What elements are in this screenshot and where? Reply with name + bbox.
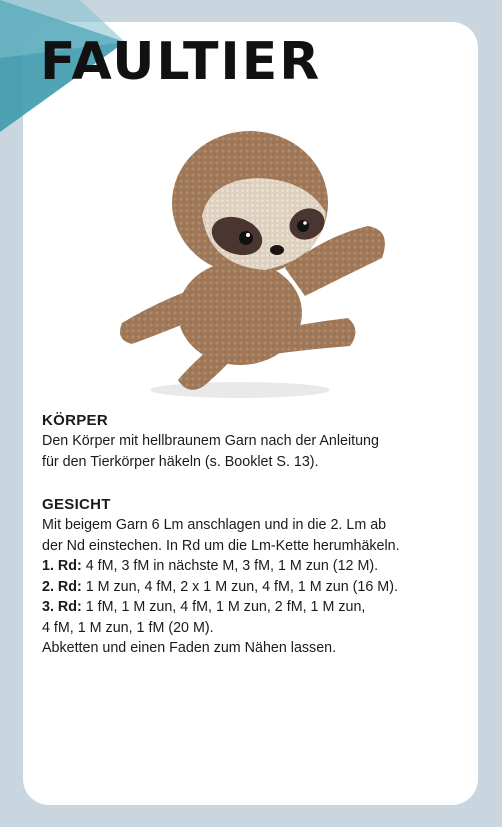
text-line: Abketten und einen Faden zum Nähen lassen. xyxy=(42,640,337,656)
round-text: 1 M zun, 4 fM, 2 x 1 M zun, 4 fM, 1 M zun (16 M). xyxy=(85,578,398,595)
section-heading: GESICHT xyxy=(42,496,111,513)
text-line: für den Tierkörper häkeln (s. Booklet S. 13). xyxy=(42,453,319,470)
section-gesicht xyxy=(42,496,462,659)
section-text xyxy=(42,515,462,659)
round-line xyxy=(42,597,462,618)
text-line: der Nd einstechen. In Rd um die Lm-Kette herumhäkeln. xyxy=(42,537,400,554)
round-label: 3. Rd: xyxy=(42,599,82,615)
text-line: 4 fM, 1 M zun, 1 fM (20 M). xyxy=(42,619,214,636)
text-line: Mit beigem Garn 6 Lm anschlagen und in die 2. Lm ab xyxy=(42,517,387,533)
round-line xyxy=(42,577,462,598)
page-title: FAULTIER xyxy=(40,32,322,92)
section-koerper xyxy=(42,412,462,472)
round-line xyxy=(42,556,462,577)
section-heading: KÖRPER xyxy=(42,412,108,429)
section-text xyxy=(42,431,462,472)
round-text: 4 fM, 3 fM in nächste M, 3 fM, 1 M zun (12 M). xyxy=(85,558,379,574)
round-label: 2. Rd: xyxy=(42,578,82,595)
round-text: 1 fM, 1 M zun, 4 fM, 1 M zun, 2 fM, 1 M zun, xyxy=(85,599,366,615)
crochet-sloth-icon xyxy=(100,118,400,408)
round-label: 1. Rd: xyxy=(42,558,82,574)
text-line: Den Körper mit hellbraunem Garn nach der Anleitung xyxy=(42,433,379,449)
